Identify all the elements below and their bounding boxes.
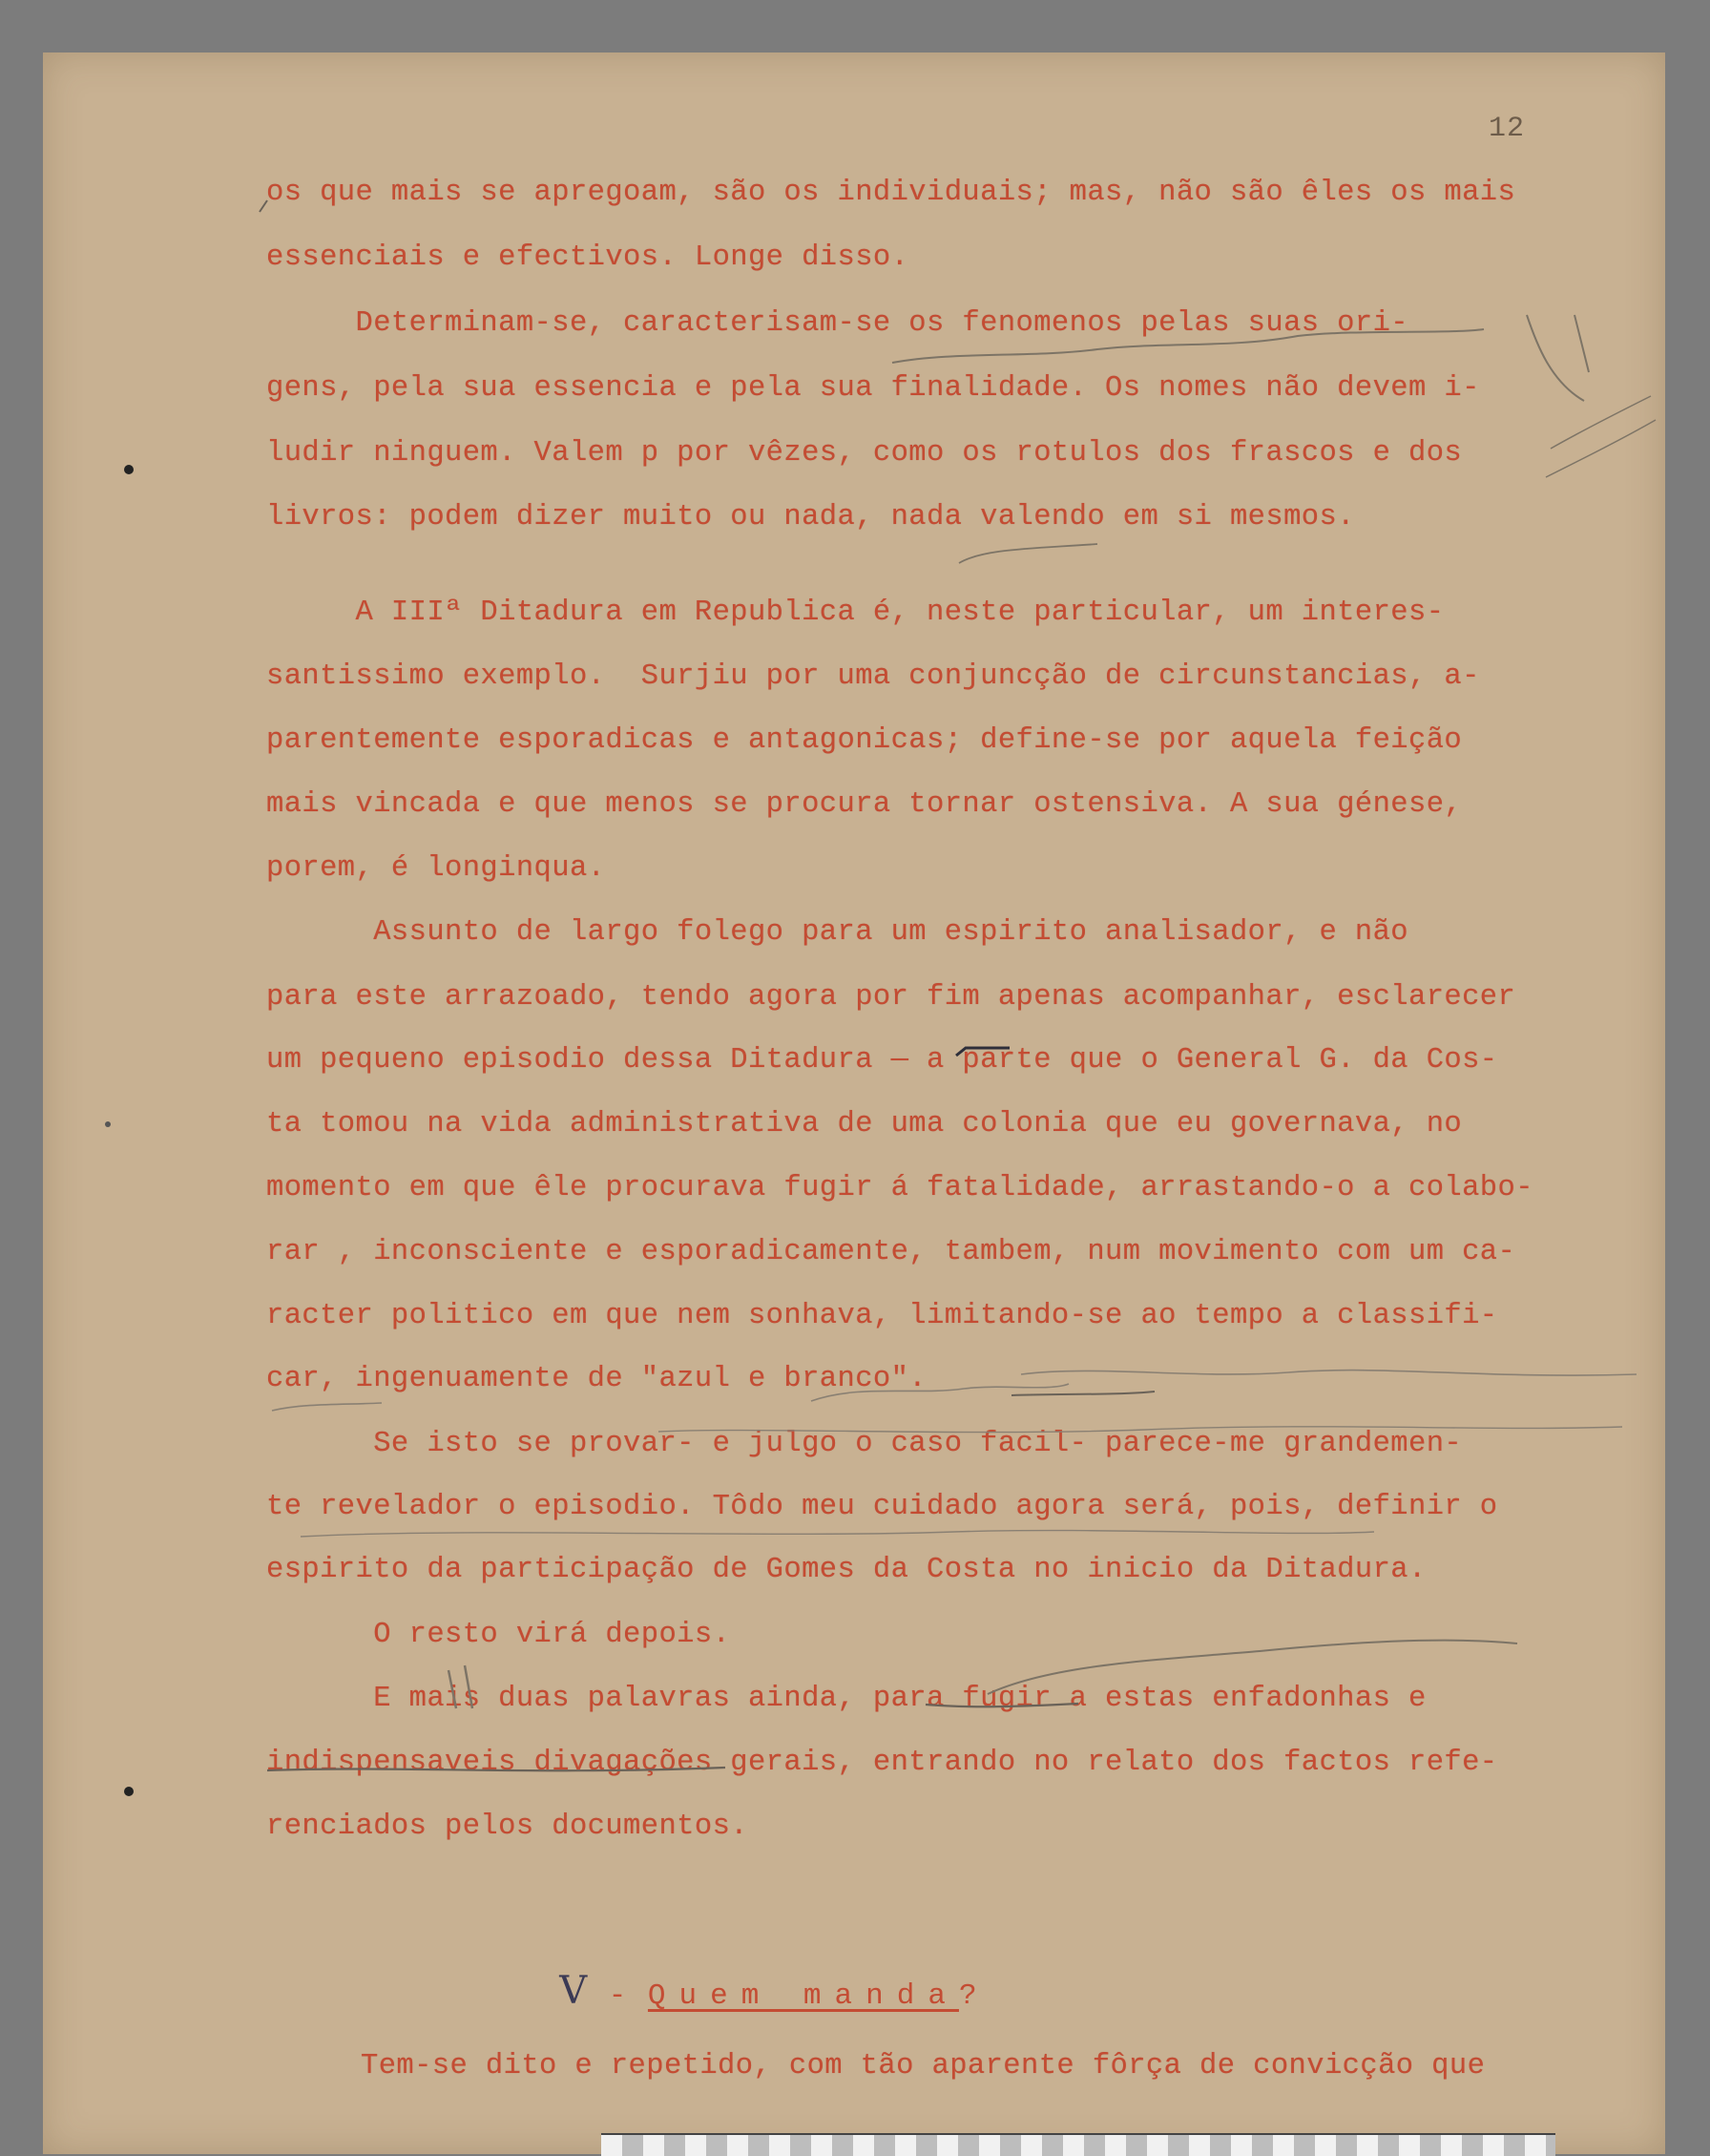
page-number: 12 bbox=[1489, 113, 1526, 145]
text-line: Assunto de largo folego para um espirito analisador, e não bbox=[266, 916, 1408, 949]
text-line: um pequeno episodio dessa Ditadura — a parte que o General G. da Cos- bbox=[266, 1044, 1498, 1077]
pencil-scribble bbox=[448, 1665, 472, 1708]
text-line: essenciais e efectivos. Longe disso. bbox=[266, 241, 909, 274]
text-line: gens, pela sua essencia e pela sua finalidade. Os nomes não devem i- bbox=[266, 372, 1480, 405]
text-line: santissimo exemplo. Surjiu por uma conjuncção de circunstancias, a- bbox=[266, 660, 1480, 693]
pencil-scribble bbox=[267, 1768, 725, 1770]
text-line: os que mais se apregoam, são os individuais; mas, não são êles os mais bbox=[266, 177, 1516, 209]
scan-scale-bar bbox=[601, 2133, 1555, 2156]
pencil-scribble bbox=[892, 329, 1484, 363]
pencil-scribble bbox=[956, 1048, 1010, 1056]
text-line: espirito da participação de Gomes da Costa no inicio da Ditadura. bbox=[266, 1554, 1427, 1586]
pencil-scribble bbox=[301, 1531, 1374, 1537]
pencil-scribble bbox=[1527, 315, 1589, 401]
text-line: ta tomou na vida administrativa de uma colonia que eu governava, no bbox=[266, 1108, 1463, 1141]
text-line: A IIIª Ditadura em Republica é, neste particular, um interes- bbox=[266, 597, 1445, 629]
text-line: car, ingenuamente de "azul e branco". bbox=[266, 1363, 928, 1395]
pencil-scribble bbox=[959, 544, 1097, 563]
text-line-last: Tem-se dito e repetido, com tão aparente fôrça de convicção que bbox=[361, 2050, 1486, 2083]
pencil-scribble bbox=[1546, 396, 1656, 477]
pencil-scribble bbox=[260, 200, 267, 212]
pencil-scribble bbox=[272, 1384, 1069, 1411]
text-line: momento em que êle procurava fugir á fatalidade, arrastando-o a colabo- bbox=[266, 1172, 1533, 1204]
text-line: O resto virá depois. bbox=[266, 1619, 731, 1651]
text-line: para este arrazoado, tendo agora por fim apenas acompanhar, esclarecer bbox=[266, 981, 1516, 1014]
text-line: racter politico em que nem sonhava, limitando-se ao tempo a classifi- bbox=[266, 1300, 1498, 1332]
section-separator: - bbox=[589, 1979, 648, 2013]
text-line: rar , inconsciente e esporadicamente, tambem, num movimento com um ca- bbox=[266, 1236, 1516, 1268]
text-line: Se isto se provar- e julgo o caso facil- parece-me grandemen- bbox=[266, 1428, 1463, 1460]
text-line: indispensaveis divagações gerais, entrando no relato dos factos refe- bbox=[266, 1747, 1498, 1779]
section-question-mark: ? bbox=[958, 1979, 979, 2013]
section-numeral: V bbox=[559, 1969, 590, 2013]
text-line: mais vincada e que menos se procura tornar ostensiva. A sua génese, bbox=[266, 788, 1463, 821]
text-line: renciados pelos documentos. bbox=[266, 1811, 748, 1843]
text-line: parentemente esporadicas e antagonicas; define-se por aquela feição bbox=[266, 724, 1463, 757]
text-line: livros: podem dizer muito ou nada, nada valendo em si mesmos. bbox=[266, 501, 1355, 534]
text-line: ludir ninguem. Valem p por vêzes, como os rotulos dos frascos e dos bbox=[266, 437, 1463, 470]
text-line: Determinam-se, caracterisam-se os fenomenos pelas suas ori- bbox=[266, 307, 1408, 340]
text-line: E mais duas palavras ainda, para fugir a estas enfadonhas e bbox=[266, 1683, 1427, 1715]
pencil-scribble bbox=[1021, 1371, 1637, 1375]
text-line: te revelador o episodio. Tôdo meu cuidado agora será, pois, definir o bbox=[266, 1491, 1498, 1523]
pencil-scribble bbox=[658, 1427, 1622, 1433]
pencil-scribble bbox=[1011, 1392, 1155, 1395]
section-title: Quem manda bbox=[647, 1979, 959, 2013]
text-line: porem, é longinqua. bbox=[266, 852, 606, 885]
pencil-scribble bbox=[988, 1641, 1517, 1694]
pencil-scribble bbox=[926, 1704, 1078, 1706]
